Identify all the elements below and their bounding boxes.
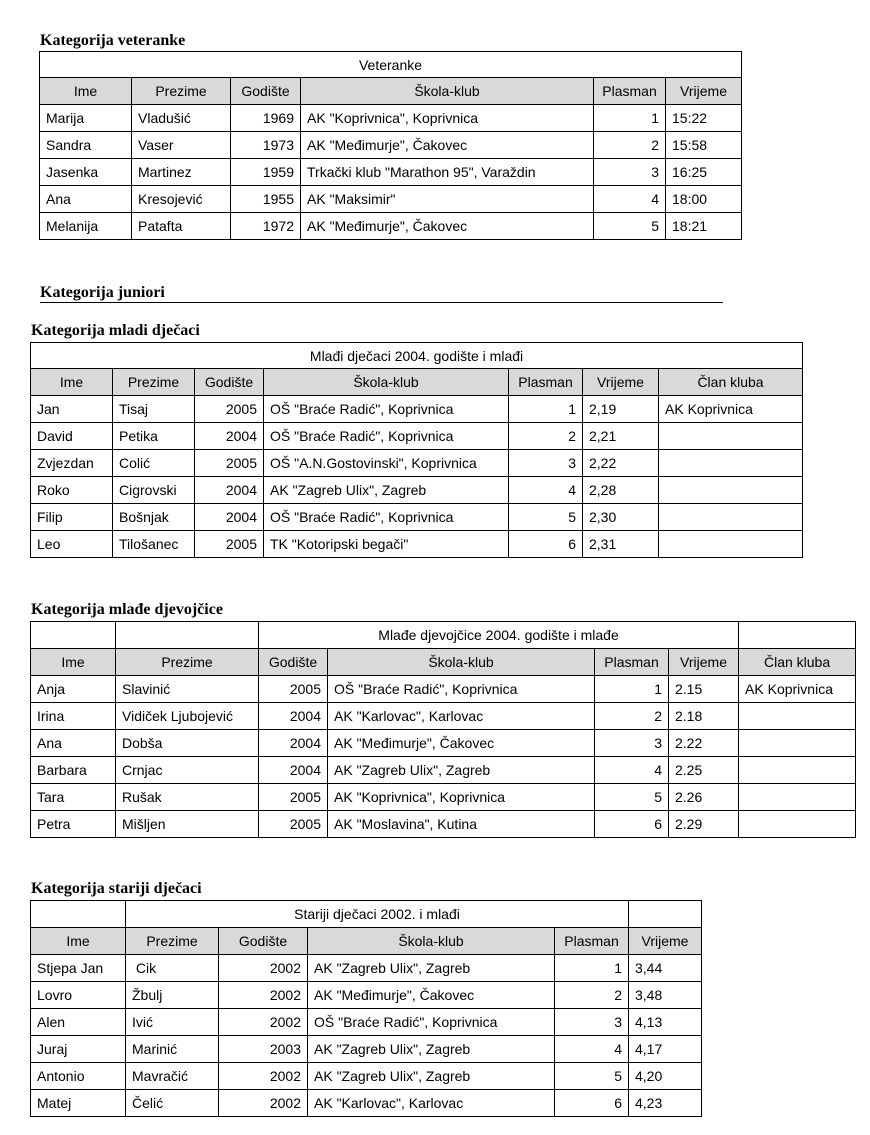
column-header-vrijeme: Vrijeme: [629, 928, 702, 955]
cell-godiste: 2005: [259, 811, 328, 838]
cell-godiste: 2002: [219, 1063, 308, 1090]
column-header-clan-kluba: Član kluba: [739, 649, 856, 676]
cell-vrijeme: 18:00: [666, 186, 742, 213]
cell-ime: Filip: [31, 504, 113, 531]
cell-vrijeme: 2.15: [669, 676, 739, 703]
table-caption: Stariji dječaci 2002. i mlađi: [126, 901, 629, 928]
cell-godiste: 2005: [259, 676, 328, 703]
table-row: [31, 757, 856, 784]
column-header-skola-klub: Škola-klub: [308, 928, 555, 955]
cell-clan-kluba: [739, 784, 856, 811]
table-caption: Mlađi dječaci 2004. godište i mlađi: [31, 343, 803, 369]
cell-ime: Sandra: [40, 132, 132, 159]
cell-skola-klub: AK "Zagreb Ulix", Zagreb: [308, 955, 555, 982]
column-header-prezime: Prezime: [126, 928, 219, 955]
cell-ime: Antonio: [31, 1063, 126, 1090]
table-row: [31, 423, 803, 450]
column-header-skola-klub: Škola-klub: [328, 649, 595, 676]
section-title-mlade-djevojcice: Kategorija mlađe djevojčice: [31, 601, 223, 618]
column-header-ime: Ime: [31, 369, 113, 396]
cell-vrijeme: 3,44: [629, 955, 702, 982]
cell-ime: Tara: [31, 784, 116, 811]
cell-clan-kluba: [739, 703, 856, 730]
cell-godiste: 2004: [259, 757, 328, 784]
column-header-plasman: Plasman: [555, 928, 629, 955]
cell-skola-klub: AK "Međimurje", Čakovec: [301, 132, 594, 159]
cell-godiste: 1969: [231, 105, 301, 132]
cell-ime: Petra: [31, 811, 116, 838]
cell-prezime: Cik: [126, 955, 219, 982]
blank-cell: [31, 622, 116, 649]
cell-godiste: 2004: [259, 730, 328, 757]
column-header-skola-klub: Škola-klub: [264, 369, 509, 396]
column-header-plasman: Plasman: [595, 649, 669, 676]
table-header-row: [31, 928, 702, 955]
cell-prezime: Vladušić: [132, 105, 231, 132]
cell-godiste: 2005: [259, 784, 328, 811]
cell-skola-klub: AK "Maksimir": [301, 186, 594, 213]
veteranke-table: [39, 51, 742, 240]
stariji-djecaci-table: [30, 900, 702, 1117]
table-row: [31, 477, 803, 504]
table-row: [31, 982, 702, 1009]
cell-plasman: 2: [594, 132, 666, 159]
cell-clan-kluba: [739, 757, 856, 784]
cell-prezime: Mišljen: [116, 811, 259, 838]
cell-clan-kluba: [659, 423, 803, 450]
table-row: [31, 450, 803, 477]
cell-vrijeme: 15:58: [666, 132, 742, 159]
cell-ime: Leo: [31, 531, 113, 558]
column-header-plasman: Plasman: [594, 78, 666, 105]
cell-vrijeme: 4,20: [629, 1063, 702, 1090]
cell-prezime: Marinić: [126, 1036, 219, 1063]
cell-prezime: Patafta: [132, 213, 231, 240]
table-row: [31, 1009, 702, 1036]
cell-prezime: Ivić: [126, 1009, 219, 1036]
section-title-juniori: Kategorija juniori: [40, 284, 165, 301]
cell-ime: Barbara: [31, 757, 116, 784]
table-row: [40, 186, 742, 213]
cell-plasman: 5: [509, 504, 583, 531]
cell-plasman: 6: [595, 811, 669, 838]
table-row: [31, 784, 856, 811]
cell-ime: Jasenka: [40, 159, 132, 186]
cell-clan-kluba: AK Koprivnica: [739, 676, 856, 703]
column-header-prezime: Prezime: [132, 78, 231, 105]
cell-vrijeme: 16:25: [666, 159, 742, 186]
cell-prezime: Rušak: [116, 784, 259, 811]
column-header-skola-klub: Škola-klub: [301, 78, 594, 105]
cell-vrijeme: 2.29: [669, 811, 739, 838]
cell-skola-klub: AK "Koprivnica", Koprivnica: [301, 105, 594, 132]
cell-godiste: 2002: [219, 1009, 308, 1036]
cell-plasman: 6: [555, 1090, 629, 1117]
blank-cell: [31, 901, 126, 928]
cell-ime: Lovro: [31, 982, 126, 1009]
cell-clan-kluba: [739, 730, 856, 757]
column-header-godiste: Godište: [259, 649, 328, 676]
cell-godiste: 2002: [219, 955, 308, 982]
cell-vrijeme: 2.22: [669, 730, 739, 757]
cell-vrijeme: 4,23: [629, 1090, 702, 1117]
column-header-godiste: Godište: [231, 78, 301, 105]
cell-skola-klub: AK "Međimurje", Čakovec: [308, 982, 555, 1009]
column-header-prezime: Prezime: [116, 649, 259, 676]
table-row: [31, 730, 856, 757]
cell-ime: Stjepa Jan: [31, 955, 126, 982]
cell-prezime: Vidiček Ljubojević: [116, 703, 259, 730]
table-header-row: [40, 78, 742, 105]
cell-prezime: Colić: [113, 450, 195, 477]
column-header-ime: Ime: [31, 649, 116, 676]
cell-ime: Jan: [31, 396, 113, 423]
section-title-veteranke: Kategorija veteranke: [40, 32, 186, 49]
cell-skola-klub: OŠ "Braće Radić", Koprivnica: [308, 1009, 555, 1036]
cell-plasman: 3: [509, 450, 583, 477]
table-caption: Veteranke: [40, 52, 742, 78]
cell-plasman: 2: [509, 423, 583, 450]
table-row: [31, 1063, 702, 1090]
cell-plasman: 5: [555, 1063, 629, 1090]
cell-vrijeme: 2.18: [669, 703, 739, 730]
table-row: [31, 504, 803, 531]
table-row: [31, 703, 856, 730]
table-row: [40, 213, 742, 240]
table-caption-row: [31, 343, 803, 369]
cell-vrijeme: 2.26: [669, 784, 739, 811]
cell-prezime: Petika: [113, 423, 195, 450]
cell-plasman: 5: [595, 784, 669, 811]
cell-ime: Alen: [31, 1009, 126, 1036]
column-header-vrijeme: Vrijeme: [666, 78, 742, 105]
cell-skola-klub: AK "Zagreb Ulix", Zagreb: [264, 477, 509, 504]
cell-skola-klub: OŠ "Braće Radić", Koprivnica: [328, 676, 595, 703]
column-header-ime: Ime: [40, 78, 132, 105]
cell-godiste: 2004: [259, 703, 328, 730]
cell-plasman: 2: [595, 703, 669, 730]
table-row: [31, 811, 856, 838]
cell-skola-klub: OŠ "Braće Radić", Koprivnica: [264, 504, 509, 531]
cell-prezime: Vaser: [132, 132, 231, 159]
cell-godiste: 1973: [231, 132, 301, 159]
cell-godiste: 1972: [231, 213, 301, 240]
cell-ime: David: [31, 423, 113, 450]
cell-vrijeme: 18:21: [666, 213, 742, 240]
cell-plasman: 4: [555, 1036, 629, 1063]
section-title-mladi-djecaci: Kategorija mladi dječaci: [31, 322, 200, 339]
juniori-divider: [40, 302, 723, 303]
table-row: [40, 105, 742, 132]
cell-godiste: 2003: [219, 1036, 308, 1063]
cell-skola-klub: OŠ "Braće Radić", Koprivnica: [264, 423, 509, 450]
cell-plasman: 2: [555, 982, 629, 1009]
table-row: [31, 955, 702, 982]
cell-vrijeme: 4,17: [629, 1036, 702, 1063]
cell-clan-kluba: [659, 450, 803, 477]
table-header-row: [31, 649, 856, 676]
cell-ime: Ana: [31, 730, 116, 757]
cell-skola-klub: AK "Moslavina", Kutina: [328, 811, 595, 838]
cell-plasman: 5: [594, 213, 666, 240]
cell-plasman: 3: [594, 159, 666, 186]
cell-godiste: 1959: [231, 159, 301, 186]
column-header-plasman: Plasman: [509, 369, 583, 396]
cell-vrijeme: 2,30: [583, 504, 659, 531]
cell-ime: Ana: [40, 186, 132, 213]
cell-ime: Roko: [31, 477, 113, 504]
cell-godiste: 2005: [195, 396, 264, 423]
cell-plasman: 1: [509, 396, 583, 423]
column-header-clan-kluba: Član kluba: [659, 369, 803, 396]
column-header-godiste: Godište: [219, 928, 308, 955]
cell-ime: Zvjezdan: [31, 450, 113, 477]
column-header-godiste: Godište: [195, 369, 264, 396]
column-header-prezime: Prezime: [113, 369, 195, 396]
cell-skola-klub: AK "Karlovac", Karlovac: [308, 1090, 555, 1117]
cell-vrijeme: 3,48: [629, 982, 702, 1009]
table-caption-row: [31, 901, 702, 928]
cell-ime: Marija: [40, 105, 132, 132]
cell-vrijeme: 2,31: [583, 531, 659, 558]
section-title-stariji-djecaci: Kategorija stariji dječaci: [31, 880, 202, 897]
cell-prezime: Dobša: [116, 730, 259, 757]
cell-skola-klub: AK "Međimurje", Čakovec: [328, 730, 595, 757]
table-row: [31, 1090, 702, 1117]
cell-skola-klub: AK "Koprivnica", Koprivnica: [328, 784, 595, 811]
cell-godiste: 2002: [219, 982, 308, 1009]
cell-clan-kluba: [659, 477, 803, 504]
cell-plasman: 6: [509, 531, 583, 558]
cell-ime: Anja: [31, 676, 116, 703]
cell-godiste: 2002: [219, 1090, 308, 1117]
cell-prezime: Tilošanec: [113, 531, 195, 558]
cell-skola-klub: OŠ "Braće Radić", Koprivnica: [264, 396, 509, 423]
mlade-djevojcice-table: [30, 621, 856, 838]
table-row: [31, 531, 803, 558]
cell-godiste: 1955: [231, 186, 301, 213]
cell-clan-kluba: [659, 531, 803, 558]
mladi-djecaci-table: [30, 342, 803, 558]
cell-godiste: 2004: [195, 477, 264, 504]
cell-plasman: 1: [594, 105, 666, 132]
table-caption-row: [40, 52, 742, 78]
table-caption: Mlađe djevojčice 2004. godište i mlađe: [259, 622, 739, 649]
column-header-vrijeme: Vrijeme: [583, 369, 659, 396]
cell-vrijeme: 2,21: [583, 423, 659, 450]
cell-ime: Juraj: [31, 1036, 126, 1063]
cell-godiste: 2004: [195, 504, 264, 531]
blank-cell: [116, 622, 259, 649]
cell-prezime: Bošnjak: [113, 504, 195, 531]
blank-cell: [739, 622, 856, 649]
cell-vrijeme: 2,28: [583, 477, 659, 504]
cell-ime: Irina: [31, 703, 116, 730]
cell-godiste: 2004: [195, 423, 264, 450]
cell-prezime: Crnjac: [116, 757, 259, 784]
cell-skola-klub: TK "Kotoripski begači": [264, 531, 509, 558]
cell-prezime: Slavinić: [116, 676, 259, 703]
blank-cell: [629, 901, 702, 928]
cell-plasman: 4: [594, 186, 666, 213]
cell-vrijeme: 2,19: [583, 396, 659, 423]
cell-prezime: Žbulj: [126, 982, 219, 1009]
cell-vrijeme: 4,13: [629, 1009, 702, 1036]
cell-prezime: Tisaj: [113, 396, 195, 423]
cell-prezime: Cigrovski: [113, 477, 195, 504]
table-row: [31, 676, 856, 703]
cell-skola-klub: OŠ "A.N.Gostovinski", Koprivnica: [264, 450, 509, 477]
table-row: [40, 159, 742, 186]
cell-plasman: 1: [595, 676, 669, 703]
cell-skola-klub: AK "Zagreb Ulix", Zagreb: [308, 1036, 555, 1063]
cell-prezime: Martinez: [132, 159, 231, 186]
cell-godiste: 2005: [195, 531, 264, 558]
cell-plasman: 3: [555, 1009, 629, 1036]
cell-ime: Melanija: [40, 213, 132, 240]
column-header-vrijeme: Vrijeme: [669, 649, 739, 676]
cell-clan-kluba: [739, 811, 856, 838]
cell-prezime: Mavračić: [126, 1063, 219, 1090]
cell-clan-kluba: AK Koprivnica: [659, 396, 803, 423]
table-row: [40, 132, 742, 159]
column-header-ime: Ime: [31, 928, 126, 955]
cell-clan-kluba: [659, 504, 803, 531]
cell-vrijeme: 15:22: [666, 105, 742, 132]
cell-plasman: 1: [555, 955, 629, 982]
cell-skola-klub: AK "Karlovac", Karlovac: [328, 703, 595, 730]
cell-godiste: 2005: [195, 450, 264, 477]
cell-skola-klub: AK "Međimurje", Čakovec: [301, 213, 594, 240]
cell-skola-klub: Trkački klub "Marathon 95", Varaždin: [301, 159, 594, 186]
cell-vrijeme: 2,22: [583, 450, 659, 477]
cell-plasman: 4: [595, 757, 669, 784]
table-header-row: [31, 369, 803, 396]
table-caption-row: [31, 622, 856, 649]
table-row: [31, 1036, 702, 1063]
table-row: [31, 396, 803, 423]
cell-skola-klub: AK "Zagreb Ulix", Zagreb: [328, 757, 595, 784]
cell-plasman: 3: [595, 730, 669, 757]
cell-plasman: 4: [509, 477, 583, 504]
cell-skola-klub: AK "Zagreb Ulix", Zagreb: [308, 1063, 555, 1090]
cell-vrijeme: 2.25: [669, 757, 739, 784]
cell-prezime: Kresojević: [132, 186, 231, 213]
cell-prezime: Čelić: [126, 1090, 219, 1117]
cell-ime: Matej: [31, 1090, 126, 1117]
